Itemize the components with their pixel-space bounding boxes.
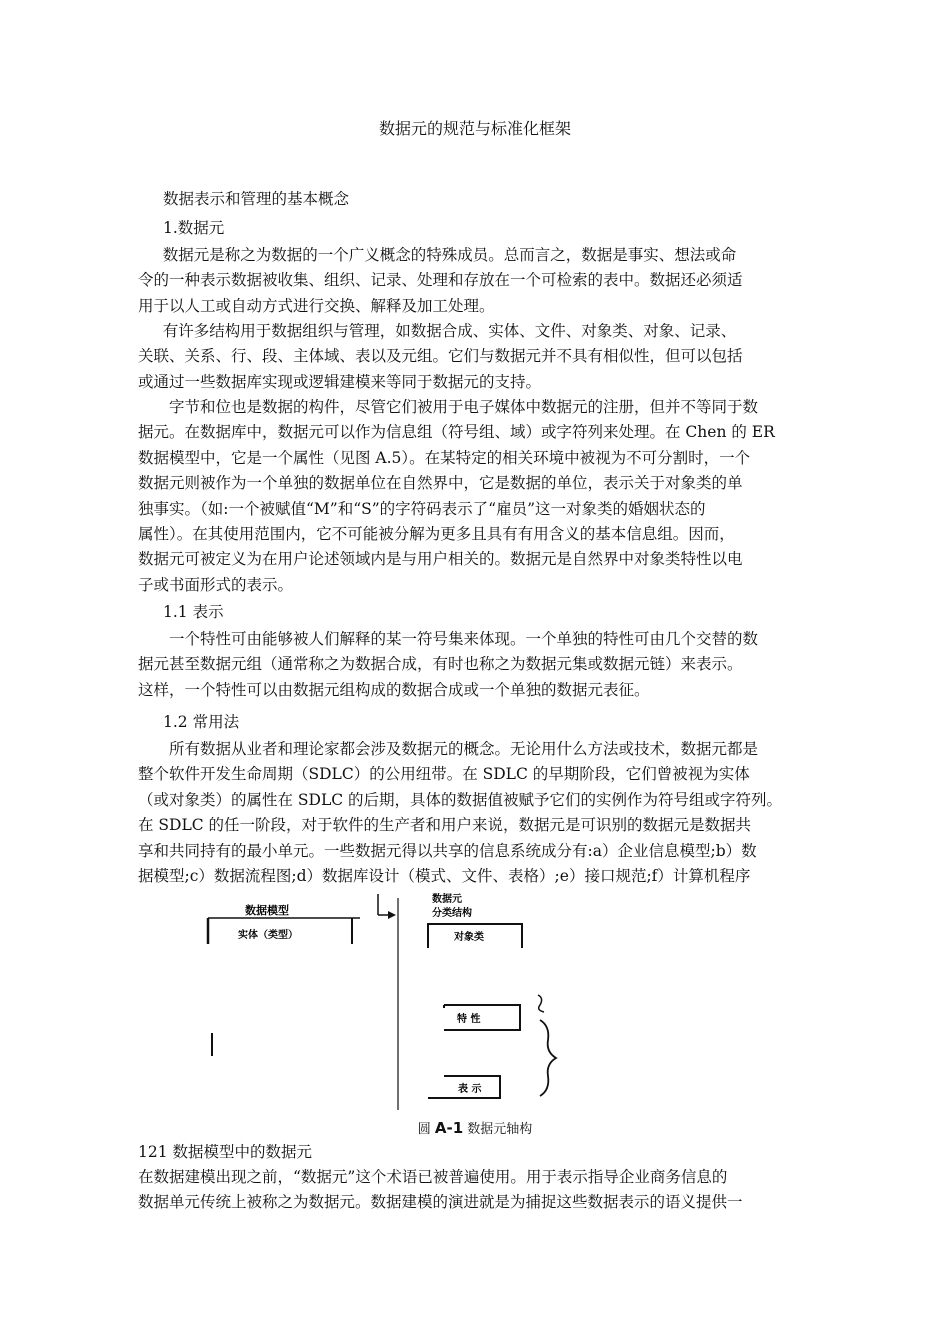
text-line: 享和共同持有的最小单元。一些数据元得以共享的信息系统成分有:a）企业信息模型;b）数 [138, 841, 757, 860]
paragraph-5 [138, 737, 828, 889]
paragraph-4 [138, 627, 828, 703]
text-line: 据元甚至数据元组（通常称之为数据合成，有时也称之为数据元集或数据元链）来表示。 [138, 655, 743, 674]
property-box [444, 1005, 520, 1030]
text-line: 这样，一个特性可以由数据元组构成的数据合成或一个单独的数据元表征。 [138, 680, 650, 699]
text-line: 一个特性可由能够被人们解释的某一符号集来体现。一个单独的特性可由几个交替的数 [169, 630, 759, 648]
text-line: 据模型;c）数据流程图;d）数据库设计（模式、文件、表格）;e）接口规范;f）计算机程序 [138, 867, 751, 886]
paragraph-2 [138, 319, 828, 395]
text-line: 字节和位也是数据的构件，尽管它们被用于电子媒体中数据元的注册，但并不等同于数 [169, 398, 759, 416]
heading-1-2-1: 121 数据模型中的数据元 [138, 1143, 313, 1161]
text-line: 数据单元传统上被称之为数据元。数据建模的演进就是为捕捉这些数据表示的语义提供一 [138, 1193, 743, 1212]
text-line: 在 SDLC 的任一阶段，对于软件的生产者和用户来说，数据元是可识别的数据元是数据共 [138, 816, 752, 835]
figure-diagram [200, 890, 570, 1115]
text-line: 或通过一些数据库实现或逻辑建模来等同于数据元的支持。 [138, 372, 542, 391]
text-line: 数据元则被作为一个单独的数据单位在自然界中，它是数据的单位，表示关于对象类的单 [138, 474, 743, 493]
heading-1-2: 1.2 常用法 [163, 713, 240, 731]
text-line: 用于以人工或自动方式进行交换、解释及加工处理。 [138, 296, 495, 315]
text-line: 据元。在数据库中，数据元可以作为信息组（符号组、域）或字符列来处理。在 Chen 的 ER [138, 423, 775, 442]
text-line: 子或书面形式的表示。 [138, 575, 294, 594]
text-line: 关联、关系、行、段、主体域、表以及元组。它们与数据元并不具有相似性，但可以包括 [138, 347, 743, 366]
brace-icon [540, 1020, 556, 1096]
brace-icon [538, 995, 544, 1012]
diagram-label-property: 特 性 [457, 1014, 481, 1025]
text-line: 有许多结构用于数据组织与管理，如数据合成、实体、文件、对象类、对象、记录、 [162, 322, 737, 340]
section-heading: 数据表示和管理的基本概念 [163, 190, 350, 208]
text-line: 独事实。（如:一个被赋值“M”和“S”的字符码表示了“雇员”这一对象类的婚姻状态的 [138, 499, 706, 518]
diagram-label-repr: 表 示 [458, 1084, 482, 1095]
diagram-label-entity: 实体（类型） [238, 930, 298, 941]
paragraph-1 [138, 243, 828, 319]
figure-caption [0, 1118, 950, 1137]
paragraph-6 [138, 1165, 828, 1216]
text-line: 整个软件开发生命周期（SDLC）的公用纽带。在 SDLC 的早期阶段，它们曾被视为实体 [138, 765, 750, 784]
text-line: 数据元可被定义为在用户论述领域内是与用户相关的。数据元是自然界中对象类特性以电 [138, 550, 743, 569]
text-line: 令的一种表示数据被收集、组织、记录、处理和存放在一个可检索的表中。数据还必须适 [138, 271, 743, 290]
diagram-label-schema-2: 分类结构 [432, 908, 472, 919]
diagram-label-model: 数据模型 [245, 904, 289, 917]
document-title: 数据元的规范与标准化框架 [378, 119, 571, 138]
text-line: 在数据建模出现之前，“数据元”这个术语已被普遍使用。用于表示指导企业商务信息的 [138, 1168, 728, 1186]
heading-1: 1.数据元 [163, 219, 225, 237]
heading-1-1: 1.1 表示 [163, 603, 224, 621]
diagram-label-schema-1: 数据元 [432, 894, 462, 905]
caption-prefix: 圆 [417, 1122, 431, 1137]
text-line: 属性）。在其使用范围内，它不可能被分解为更多且具有有用含义的基本信息组。因而， [138, 525, 735, 544]
paragraph-3 [138, 395, 828, 598]
text-line: 数据模型中，它是一个属性（见图 A.5）。在某特定的相关环境中被视为不可分割时，一个 [138, 448, 751, 467]
text-line: 所有数据从业者和理论家都会涉及数据元的概念。无论用什么方法或技术，数据元都是 [169, 740, 759, 758]
diagram-label-objclass: 对象类 [454, 932, 484, 943]
text-line: （或对象类）的属性在 SDLC 的后期，具体的数据值被赋予它们的实例作为符号组或字符列。 [138, 790, 783, 809]
caption-number: A-1 [434, 1119, 464, 1137]
arrow-head-icon [388, 911, 396, 919]
text-line: 数据元是称之为数据的一个广义概念的特殊成员。总而言之，数据是事实、想法或命 [162, 246, 737, 264]
caption-text: 数据元轴构 [467, 1122, 533, 1137]
